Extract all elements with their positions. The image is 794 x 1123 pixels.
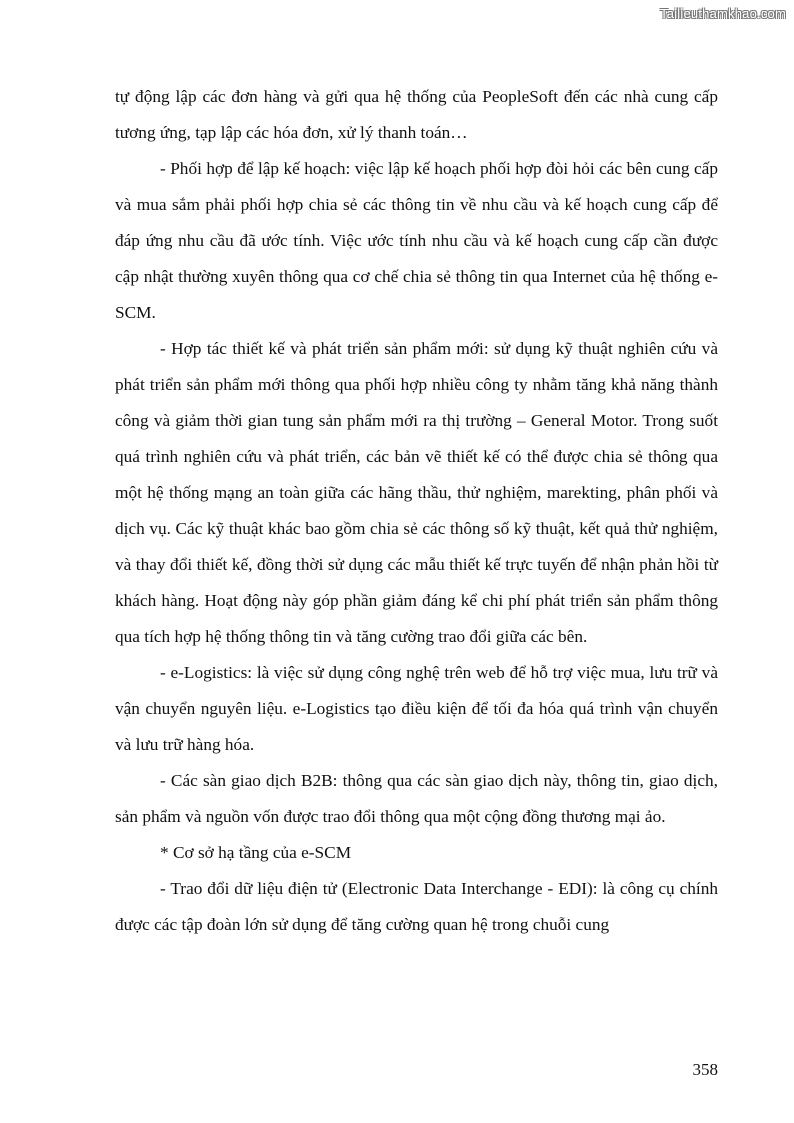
- watermark-text: Tailieuthamkhao.com: [660, 6, 786, 21]
- paragraph-e-logistics: - e-Logistics: là việc sử dụng công nghệ trên web để hỗ trợ việc mua, lưu trữ và vận chuyển nguyên liệu. e-Logistics tạo điều kiện để tối đa hóa quá trình vận chuyển và lưu trữ hàng hóa.: [115, 663, 718, 754]
- paragraph-edi: - Trao đổi dữ liệu điện tử (Electronic Data Interchange - EDI): là công cụ chính được các tập đoàn lớn sử dụng để tăng cường quan hệ trong chuỗi cung: [115, 879, 718, 934]
- paragraph-continuation: tự động lập các đơn hàng và gửi qua hệ thống của PeopleSoft đến các nhà cung cấp tương ứng, tạp lập các hóa đơn, xử lý thanh toán…: [115, 87, 718, 142]
- page-number: 358: [692, 1060, 718, 1079]
- paragraph-product-development: - Hợp tác thiết kế và phát triển sản phẩm mới: sử dụng kỹ thuật nghiên cứu và phát triển sản phẩm mới thông qua phối hợp nhiều công ty nhằm tăng khả năng thành công và giảm thời gian tung sản phẩm mới ra thị trường – General Motor. Trong suốt quá trình nghiên cứu và phát triển, các bản vẽ thiết kế có thể được chia sẻ thông qua một hệ thống mạng an toàn giữa các hãng thầu, thử nghiệm, marekting, phân phối và dịch vụ. Các kỹ thuật khác bao gồm chia sẻ các thông số kỹ thuật, kết quả thử nghiệm, và thay đổi thiết kế, đồng thời sử dụng các mẫu thiết kế trực tuyến để nhận phản hồi từ khách hàng. Hoạt động này góp phần giảm đáng kể chi phí phát triển sản phẩm thông qua tích hợp hệ thống thông tin và tăng cường trao đổi giữa các bên.: [115, 339, 718, 646]
- section-heading-infrastructure: * Cơ sở hạ tầng của e-SCM: [160, 843, 352, 862]
- document-body: [115, 79, 718, 943]
- paragraph-b2b-exchanges: - Các sàn giao dịch B2B: thông qua các sàn giao dịch này, thông tin, giao dịch, sản phẩm và nguồn vốn được trao đổi thông qua một cộng đồng thương mại ảo.: [115, 771, 718, 826]
- paragraph-coordinated-planning: - Phối hợp để lập kế hoạch: việc lập kế hoạch phối hợp đòi hỏi các bên cung cấp và mua sắm phải phối hợp chia sẻ các thông tin về nhu cầu và kế hoạch cung cấp để đáp ứng nhu cầu đã ước tính. Việc ước tính nhu cầu và kế hoạch cung cấp cần được cập nhật thường xuyên thông qua cơ chế chia sẻ thông tin qua Internet của hệ thống e-SCM.: [115, 159, 718, 322]
